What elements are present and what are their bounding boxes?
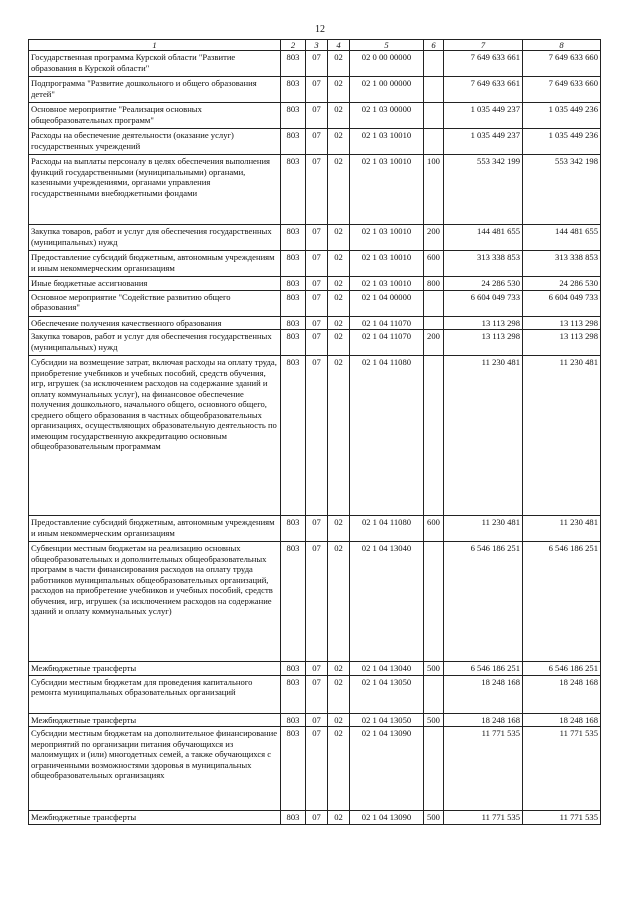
row-admin-code: 803 <box>281 330 306 356</box>
row-admin-code: 803 <box>281 103 306 129</box>
row-amount-year2: 6 546 186 251 <box>523 662 601 675</box>
row-subsection: 02 <box>328 251 350 277</box>
row-name: Обеспечение получения качественного образования <box>29 316 281 329</box>
row-admin-code: 803 <box>281 129 306 155</box>
row-name: Расходы на выплаты персоналу в целях обеспечения выполнения функций государственными (муниципальными) органами, казенными учреждениями, органами управления государственными внебюджетными фондами <box>29 155 281 225</box>
row-amount-year1: 18 248 168 <box>444 713 523 726</box>
row-expense-type: 500 <box>424 811 444 824</box>
row-target-item: 02 1 03 10010 <box>350 225 424 251</box>
row-amount-year2: 24 286 530 <box>523 277 601 290</box>
table-row <box>29 356 601 516</box>
table-row <box>29 251 601 277</box>
row-target-item: 02 1 04 13090 <box>350 727 424 811</box>
row-amount-year1: 553 342 199 <box>444 155 523 225</box>
table-row <box>29 727 601 811</box>
row-amount-year2: 13 113 298 <box>523 330 601 356</box>
row-subsection: 02 <box>328 155 350 225</box>
table-row <box>29 51 601 77</box>
row-expense-type <box>424 129 444 155</box>
row-amount-year1: 18 248 168 <box>444 675 523 713</box>
row-name: Закупка товаров, работ и услуг для обеспечения государственных (муниципальных) нужд <box>29 330 281 356</box>
row-admin-code: 803 <box>281 713 306 726</box>
table-row <box>29 516 601 542</box>
row-amount-year1: 6 546 186 251 <box>444 542 523 662</box>
header-cell: 6 <box>424 40 444 51</box>
row-target-item: 02 1 03 10010 <box>350 251 424 277</box>
row-amount-year1: 7 649 633 661 <box>444 77 523 103</box>
row-name: Субсидии местным бюджетам для проведения капитального ремонта муниципальных образовательных организаций <box>29 675 281 713</box>
row-expense-type <box>424 290 444 316</box>
row-name: Основное мероприятие "Реализация основных общеобразовательных программ" <box>29 103 281 129</box>
row-amount-year2: 11 230 481 <box>523 356 601 516</box>
row-amount-year2: 11 230 481 <box>523 516 601 542</box>
header-cell: 5 <box>350 40 424 51</box>
row-amount-year1: 1 035 449 237 <box>444 103 523 129</box>
row-admin-code: 803 <box>281 516 306 542</box>
row-amount-year1: 1 035 449 237 <box>444 129 523 155</box>
row-target-item: 02 1 04 13040 <box>350 662 424 675</box>
row-name: Предоставление субсидий бюджетным, автономным учреждениям и иным некоммерческим организациям <box>29 251 281 277</box>
row-amount-year2: 144 481 655 <box>523 225 601 251</box>
row-expense-type: 500 <box>424 662 444 675</box>
row-subsection: 02 <box>328 516 350 542</box>
row-section: 07 <box>306 155 328 225</box>
row-section: 07 <box>306 129 328 155</box>
page-number: 12 <box>315 24 325 35</box>
row-expense-type: 100 <box>424 155 444 225</box>
row-admin-code: 803 <box>281 811 306 824</box>
row-section: 07 <box>306 675 328 713</box>
row-section: 07 <box>306 103 328 129</box>
row-name: Субвенции местным бюджетам на реализацию основных общеобразовательных и дополнительных общеобразовательных программ в части финансирования расходов на оплату труда работников муниципальных общеобразовательных организаций, расходов на приобретение учебников и учебных пособий, средств обучения, игр, игрушек (за исключением расходов на содержание зданий и оплату коммунальных услуг) <box>29 542 281 662</box>
row-subsection: 02 <box>328 727 350 811</box>
table-row <box>29 129 601 155</box>
row-amount-year2: 553 342 198 <box>523 155 601 225</box>
row-admin-code: 803 <box>281 51 306 77</box>
row-target-item: 02 1 04 13040 <box>350 542 424 662</box>
table-row <box>29 675 601 713</box>
row-amount-year1: 11 771 535 <box>444 811 523 824</box>
row-amount-year1: 7 649 633 661 <box>444 51 523 77</box>
row-section: 07 <box>306 330 328 356</box>
row-admin-code: 803 <box>281 155 306 225</box>
row-subsection: 02 <box>328 316 350 329</box>
row-target-item: 02 1 03 10010 <box>350 155 424 225</box>
row-target-item: 02 1 04 00000 <box>350 290 424 316</box>
header-cell: 7 <box>444 40 523 51</box>
table-row <box>29 103 601 129</box>
row-name: Расходы на обеспечение деятельности (оказание услуг) государственных учреждений <box>29 129 281 155</box>
row-expense-type: 200 <box>424 330 444 356</box>
row-expense-type <box>424 77 444 103</box>
row-target-item: 02 0 00 00000 <box>350 51 424 77</box>
table-row <box>29 155 601 225</box>
row-subsection: 02 <box>328 225 350 251</box>
row-section: 07 <box>306 225 328 251</box>
table-row <box>29 662 601 675</box>
row-target-item: 02 1 04 11080 <box>350 356 424 516</box>
row-amount-year1: 6 546 186 251 <box>444 662 523 675</box>
row-name: Предоставление субсидий бюджетным, автономным учреждениям и иным некоммерческим организациям <box>29 516 281 542</box>
budget-table <box>28 39 601 825</box>
table-row <box>29 225 601 251</box>
row-name: Межбюджетные трансферты <box>29 713 281 726</box>
row-amount-year2: 13 113 298 <box>523 316 601 329</box>
row-amount-year2: 18 248 168 <box>523 675 601 713</box>
table-row <box>29 290 601 316</box>
row-section: 07 <box>306 356 328 516</box>
row-subsection: 02 <box>328 542 350 662</box>
header-cell: 2 <box>281 40 306 51</box>
row-amount-year2: 6 604 049 733 <box>523 290 601 316</box>
row-expense-type: 600 <box>424 251 444 277</box>
row-amount-year1: 11 771 535 <box>444 727 523 811</box>
row-amount-year2: 313 338 853 <box>523 251 601 277</box>
row-expense-type <box>424 675 444 713</box>
row-name: Государственная программа Курской области "Развитие образования в Курской области" <box>29 51 281 77</box>
row-name: Субсидии местным бюджетам на дополнительное финансирование мероприятий по организации питания обучающихся из малоимущих и (или) многодетных семей, а также обучающихся с ограниченными возможностями здоровья в муниципальных общеобразовательных организациях <box>29 727 281 811</box>
row-target-item: 02 1 03 00000 <box>350 103 424 129</box>
table-row <box>29 277 601 290</box>
row-name: Субсидии на возмещение затрат, включая расходы на оплату труда, приобретение учебников и учебных пособий, средств обучения, игр, игрушек (за исключением расходов на содержание зданий и оплату коммунальных услуг), на финансовое обеспечение получения дошкольного, начального общего, основного общего, среднего общего образования в частных общеобразовательных организациях, осуществляющих образовательную деятельность по имеющим государственную аккредитацию основным общеобразовательным программам <box>29 356 281 516</box>
row-target-item: 02 1 04 13050 <box>350 713 424 726</box>
row-target-item: 02 1 04 11080 <box>350 516 424 542</box>
row-expense-type <box>424 356 444 516</box>
row-section: 07 <box>306 251 328 277</box>
row-admin-code: 803 <box>281 251 306 277</box>
table-row <box>29 542 601 662</box>
row-subsection: 02 <box>328 277 350 290</box>
row-amount-year1: 11 230 481 <box>444 356 523 516</box>
header-row <box>29 40 601 51</box>
row-subsection: 02 <box>328 713 350 726</box>
row-section: 07 <box>306 662 328 675</box>
row-section: 07 <box>306 516 328 542</box>
row-section: 07 <box>306 542 328 662</box>
row-section: 07 <box>306 290 328 316</box>
row-admin-code: 803 <box>281 290 306 316</box>
row-target-item: 02 1 03 10010 <box>350 277 424 290</box>
row-expense-type: 600 <box>424 516 444 542</box>
row-amount-year2: 18 248 168 <box>523 713 601 726</box>
row-amount-year1: 6 604 049 733 <box>444 290 523 316</box>
table-row <box>29 713 601 726</box>
row-amount-year2: 1 035 449 236 <box>523 129 601 155</box>
row-target-item: 02 1 04 13050 <box>350 675 424 713</box>
row-subsection: 02 <box>328 129 350 155</box>
row-amount-year2: 7 649 633 660 <box>523 51 601 77</box>
row-amount-year2: 1 035 449 236 <box>523 103 601 129</box>
row-admin-code: 803 <box>281 77 306 103</box>
row-target-item: 02 1 04 13090 <box>350 811 424 824</box>
table-row <box>29 330 601 356</box>
row-subsection: 02 <box>328 675 350 713</box>
row-subsection: 02 <box>328 330 350 356</box>
row-name: Межбюджетные трансферты <box>29 811 281 824</box>
row-subsection: 02 <box>328 77 350 103</box>
row-amount-year1: 11 230 481 <box>444 516 523 542</box>
row-section: 07 <box>306 713 328 726</box>
row-admin-code: 803 <box>281 727 306 811</box>
row-subsection: 02 <box>328 103 350 129</box>
table-row <box>29 811 601 824</box>
row-target-item: 02 1 04 11070 <box>350 330 424 356</box>
row-subsection: 02 <box>328 51 350 77</box>
row-name: Подпрограмма "Развитие дошкольного и общего образования детей" <box>29 77 281 103</box>
row-admin-code: 803 <box>281 316 306 329</box>
row-name: Закупка товаров, работ и услуг для обеспечения государственных (муниципальных) нужд <box>29 225 281 251</box>
row-name: Межбюджетные трансферты <box>29 662 281 675</box>
row-subsection: 02 <box>328 356 350 516</box>
row-admin-code: 803 <box>281 225 306 251</box>
row-amount-year1: 313 338 853 <box>444 251 523 277</box>
row-expense-type: 200 <box>424 225 444 251</box>
row-expense-type: 800 <box>424 277 444 290</box>
row-target-item: 02 1 04 11070 <box>350 316 424 329</box>
row-expense-type <box>424 51 444 77</box>
row-target-item: 02 1 03 10010 <box>350 129 424 155</box>
row-name: Иные бюджетные ассигнования <box>29 277 281 290</box>
row-admin-code: 803 <box>281 356 306 516</box>
row-subsection: 02 <box>328 811 350 824</box>
table-row <box>29 316 601 329</box>
row-section: 07 <box>306 811 328 824</box>
row-admin-code: 803 <box>281 662 306 675</box>
row-expense-type <box>424 103 444 129</box>
row-amount-year2: 11 771 535 <box>523 727 601 811</box>
row-admin-code: 803 <box>281 277 306 290</box>
row-amount-year1: 24 286 530 <box>444 277 523 290</box>
row-expense-type <box>424 542 444 662</box>
row-amount-year2: 6 546 186 251 <box>523 542 601 662</box>
table-row <box>29 77 601 103</box>
row-subsection: 02 <box>328 290 350 316</box>
row-section: 07 <box>306 77 328 103</box>
row-amount-year1: 144 481 655 <box>444 225 523 251</box>
row-section: 07 <box>306 277 328 290</box>
header-cell: 4 <box>328 40 350 51</box>
header-cell: 1 <box>29 40 281 51</box>
row-amount-year2: 7 649 633 660 <box>523 77 601 103</box>
row-section: 07 <box>306 316 328 329</box>
row-amount-year1: 13 113 298 <box>444 316 523 329</box>
row-name: Основное мероприятие "Содействие развитию общего образования" <box>29 290 281 316</box>
row-section: 07 <box>306 51 328 77</box>
row-expense-type <box>424 727 444 811</box>
row-subsection: 02 <box>328 662 350 675</box>
row-amount-year1: 13 113 298 <box>444 330 523 356</box>
row-admin-code: 803 <box>281 675 306 713</box>
row-amount-year2: 11 771 535 <box>523 811 601 824</box>
row-section: 07 <box>306 727 328 811</box>
header-cell: 3 <box>306 40 328 51</box>
row-target-item: 02 1 00 00000 <box>350 77 424 103</box>
row-expense-type: 500 <box>424 713 444 726</box>
row-expense-type <box>424 316 444 329</box>
row-admin-code: 803 <box>281 542 306 662</box>
header-cell: 8 <box>523 40 601 51</box>
